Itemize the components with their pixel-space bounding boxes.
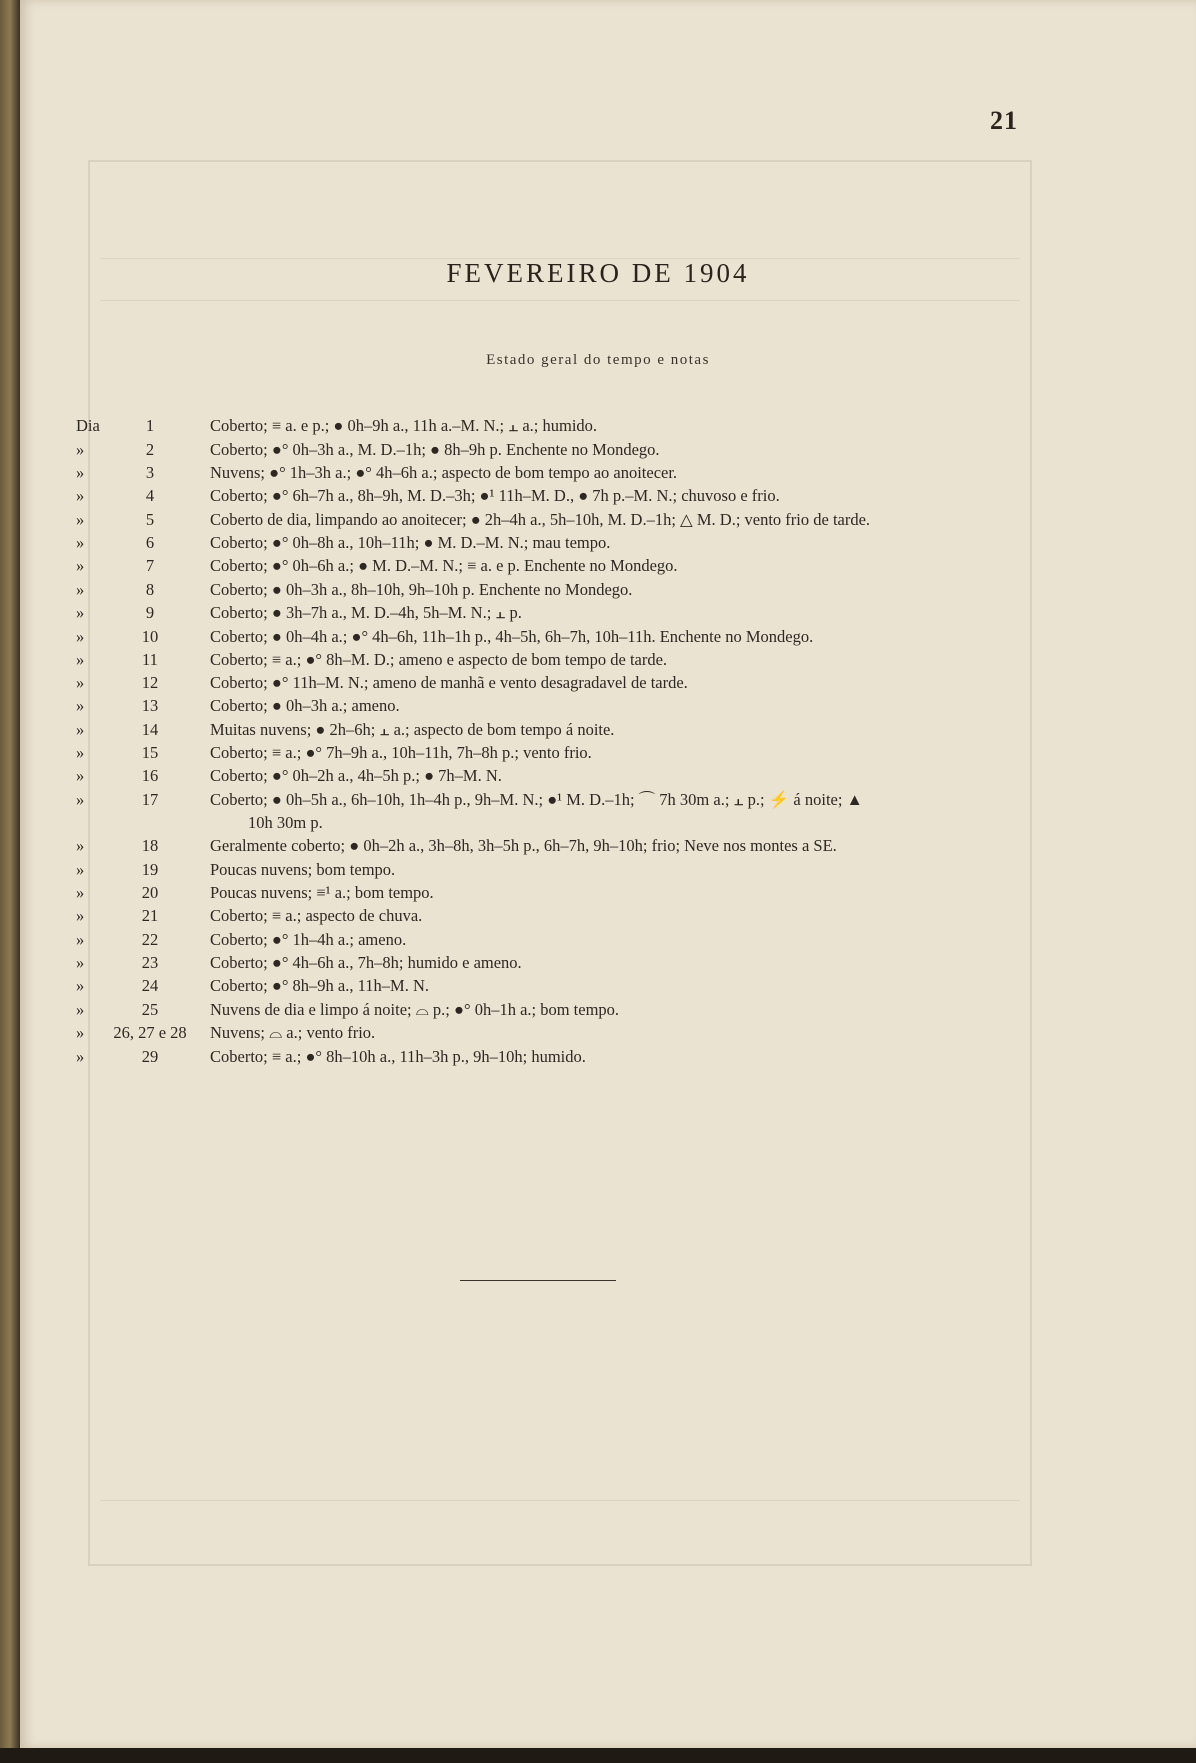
day-number: 21 [141, 906, 159, 925]
list-item [0, 1022, 1196, 1044]
list-item [0, 859, 1196, 881]
weather-note: Nuvens de dia e limpo á noite; ⌓ p.; ●° 0h–1h a.; bom tempo. [210, 1000, 620, 1019]
weather-note: Coberto; ≡ a.; ●° 8h–10h a., 11h–3h p., 9h–10h; humido. [210, 1047, 586, 1066]
weather-note: Coberto; ●° 1h–4h a.; ameno. [210, 930, 407, 949]
ditto-mark: » [76, 463, 85, 482]
list-item [0, 929, 1196, 951]
day-number: 25 [141, 1000, 159, 1019]
list-item [0, 626, 1196, 648]
day-number: 7 [145, 556, 155, 575]
ditto-mark: » [76, 486, 85, 505]
list-item [0, 999, 1196, 1021]
day-number: 16 [141, 766, 159, 785]
ditto-mark: » [76, 976, 85, 995]
list-item [0, 812, 1196, 834]
list-item [0, 975, 1196, 997]
day-number: 17 [141, 790, 159, 809]
day-number: 6 [145, 533, 155, 552]
list-item [0, 835, 1196, 857]
weather-note: Coberto; ●° 6h–7h a., 8h–9h, M. D.–3h; ●¹ 11h–M. D., ● 7h p.–M. N.; chuvoso e frio. [210, 486, 780, 505]
list-item [0, 1046, 1196, 1068]
day-number: 24 [141, 976, 159, 995]
weather-note: Geralmente coberto; ● 0h–2h a., 3h–8h, 3h–5h p., 6h–7h, 9h–10h; frio; Neve nos montes a SE. [210, 836, 837, 855]
weather-note: Coberto; ●° 0h–6h a.; ● M. D.–M. N.; ≡ a. e p. Enchente no Mondego. [210, 556, 678, 575]
day-number: 8 [145, 580, 155, 599]
day-number: 22 [141, 930, 159, 949]
ditto-mark: » [76, 836, 85, 855]
page-subtitle: Estado geral do tempo e notas [486, 352, 710, 368]
weather-note: Nuvens; ●° 1h–3h a.; ●° 4h–6h a.; aspecto de bom tempo ao anoitecer. [210, 463, 678, 482]
ditto-mark: » [76, 440, 85, 459]
day-number: 11 [142, 650, 158, 669]
list-item [0, 742, 1196, 764]
ditto-mark: » [76, 720, 85, 739]
list-item [0, 882, 1196, 904]
weather-note: Coberto; ≡ a.; ●° 7h–9h a., 10h–11h, 7h–8h p.; vento frio. [210, 743, 592, 762]
weather-note: Coberto de dia, limpando ao anoitecer; ● 2h–4h a., 5h–10h, M. D.–1h; △ M. D.; vento frio de tarde. [210, 510, 871, 529]
ditto-mark: » [76, 533, 85, 552]
day-number: 26, 27 e 28 [113, 1023, 187, 1042]
weather-note: Coberto; ≡ a. e p.; ● 0h–9h a., 11h a.–M. N.; ⫠ a.; humido. [210, 416, 598, 435]
list-item [0, 509, 1196, 531]
weather-note: Coberto; ●° 0h–8h a., 10h–11h; ● M. D.–M. N.; mau tempo. [210, 533, 611, 552]
ditto-mark: » [76, 603, 85, 622]
list-item [0, 462, 1196, 484]
list-item [0, 765, 1196, 787]
ditto-mark: » [76, 650, 85, 669]
list-item [0, 415, 1196, 437]
day-number: 10 [141, 627, 159, 646]
weather-note: Coberto; ●° 0h–2h a., 4h–5h p.; ● 7h–M. N. [210, 766, 502, 785]
list-item [0, 719, 1196, 741]
day-number: 2 [145, 440, 155, 459]
weather-note: Coberto; ●° 8h–9h a., 11h–M. N. [210, 976, 429, 995]
ditto-mark: » [76, 1047, 85, 1066]
day-number: 1 [145, 416, 155, 435]
day-number: 9 [145, 603, 155, 622]
page-title: FEVEREIRO DE 1904 [446, 258, 750, 288]
weather-note: Coberto; ● 3h–7h a., M. D.–4h, 5h–M. N.; ⫠ p. [210, 603, 522, 622]
bleed-through-line [100, 300, 1020, 301]
list-item [0, 952, 1196, 974]
day-number: 3 [145, 463, 155, 482]
list-item [0, 905, 1196, 927]
weather-note: Poucas nuvens; bom tempo. [210, 860, 396, 879]
weather-note: Muitas nuvens; ● 2h–6h; ⫠ a.; aspecto de bom tempo á noite. [210, 720, 615, 739]
list-item [0, 485, 1196, 507]
ditto-mark: » [76, 766, 85, 785]
ditto-mark: » [76, 743, 85, 762]
ditto-mark: » [76, 883, 85, 902]
ditto-mark: » [76, 556, 85, 575]
bleed-through-line [100, 1500, 1020, 1501]
closing-rule [460, 1280, 616, 1281]
weather-note: Coberto; ● 0h–5h a., 6h–10h, 1h–4h p., 9h–M. N.; ●¹ M. D.–1h; ⌒ 7h 30m a.; ⫠ p.; ⚡ á noite; ▲ [210, 790, 863, 809]
weather-note: Coberto; ≡ a.; ●° 8h–M. D.; ameno e aspecto de bom tempo de tarde. [210, 650, 668, 669]
list-item [0, 555, 1196, 577]
weather-note: Nuvens; ⌓ a.; vento frio. [210, 1023, 376, 1042]
day-number: 12 [141, 673, 159, 692]
day-number: 5 [145, 510, 155, 529]
ditto-mark: » [76, 860, 85, 879]
list-item [0, 439, 1196, 461]
weather-note: Coberto; ● 0h–3h a., 8h–10h, 9h–10h p. Enchente no Mondego. [210, 580, 633, 599]
weather-note: Coberto; ●° 0h–3h a., M. D.–1h; ● 8h–9h p. Enchente no Mondego. [210, 440, 660, 459]
ditto-mark: » [76, 1000, 85, 1019]
weather-note: Poucas nuvens; ≡¹ a.; bom tempo. [210, 883, 434, 902]
day-number: 18 [141, 836, 159, 855]
ditto-mark: » [76, 696, 85, 715]
list-item [0, 579, 1196, 601]
ditto-mark: » [76, 510, 85, 529]
weather-note: Coberto; ● 0h–3h a.; ameno. [210, 696, 400, 715]
list-item [0, 649, 1196, 671]
list-item [0, 532, 1196, 554]
day-number: 14 [141, 720, 159, 739]
weather-note: Coberto; ●° 4h–6h a., 7h–8h; humido e ameno. [210, 953, 522, 972]
page-bottom-edge [0, 1748, 1196, 1763]
list-item [0, 602, 1196, 624]
list-item [0, 672, 1196, 694]
list-item [0, 695, 1196, 717]
day-number: 29 [141, 1047, 159, 1066]
weather-note: Coberto; ●° 11h–M. N.; ameno de manhã e vento desagradavel de tarde. [210, 673, 688, 692]
ditto-mark: Dia [76, 416, 100, 435]
day-number: 23 [141, 953, 159, 972]
ditto-mark: » [76, 580, 85, 599]
ditto-mark: » [76, 906, 85, 925]
day-number: 20 [141, 883, 159, 902]
ditto-mark: » [76, 1023, 85, 1042]
ditto-mark: » [76, 790, 85, 809]
ditto-mark: » [76, 930, 85, 949]
weather-note: Coberto; ≡ a.; aspecto de chuva. [210, 906, 423, 925]
day-number: 4 [145, 486, 155, 505]
page-number: 21 [990, 106, 1018, 135]
weather-note: 10h 30m p. [248, 813, 323, 832]
day-number: 13 [141, 696, 159, 715]
list-item [0, 789, 1196, 811]
day-number: 19 [141, 860, 159, 879]
ditto-mark: » [76, 673, 85, 692]
day-number: 15 [141, 743, 159, 762]
ditto-mark: » [76, 953, 85, 972]
weather-note: Coberto; ● 0h–4h a.; ●° 4h–6h, 11h–1h p., 4h–5h, 6h–7h, 10h–11h. Enchente no Mondego. [210, 627, 814, 646]
ditto-mark: » [76, 627, 85, 646]
